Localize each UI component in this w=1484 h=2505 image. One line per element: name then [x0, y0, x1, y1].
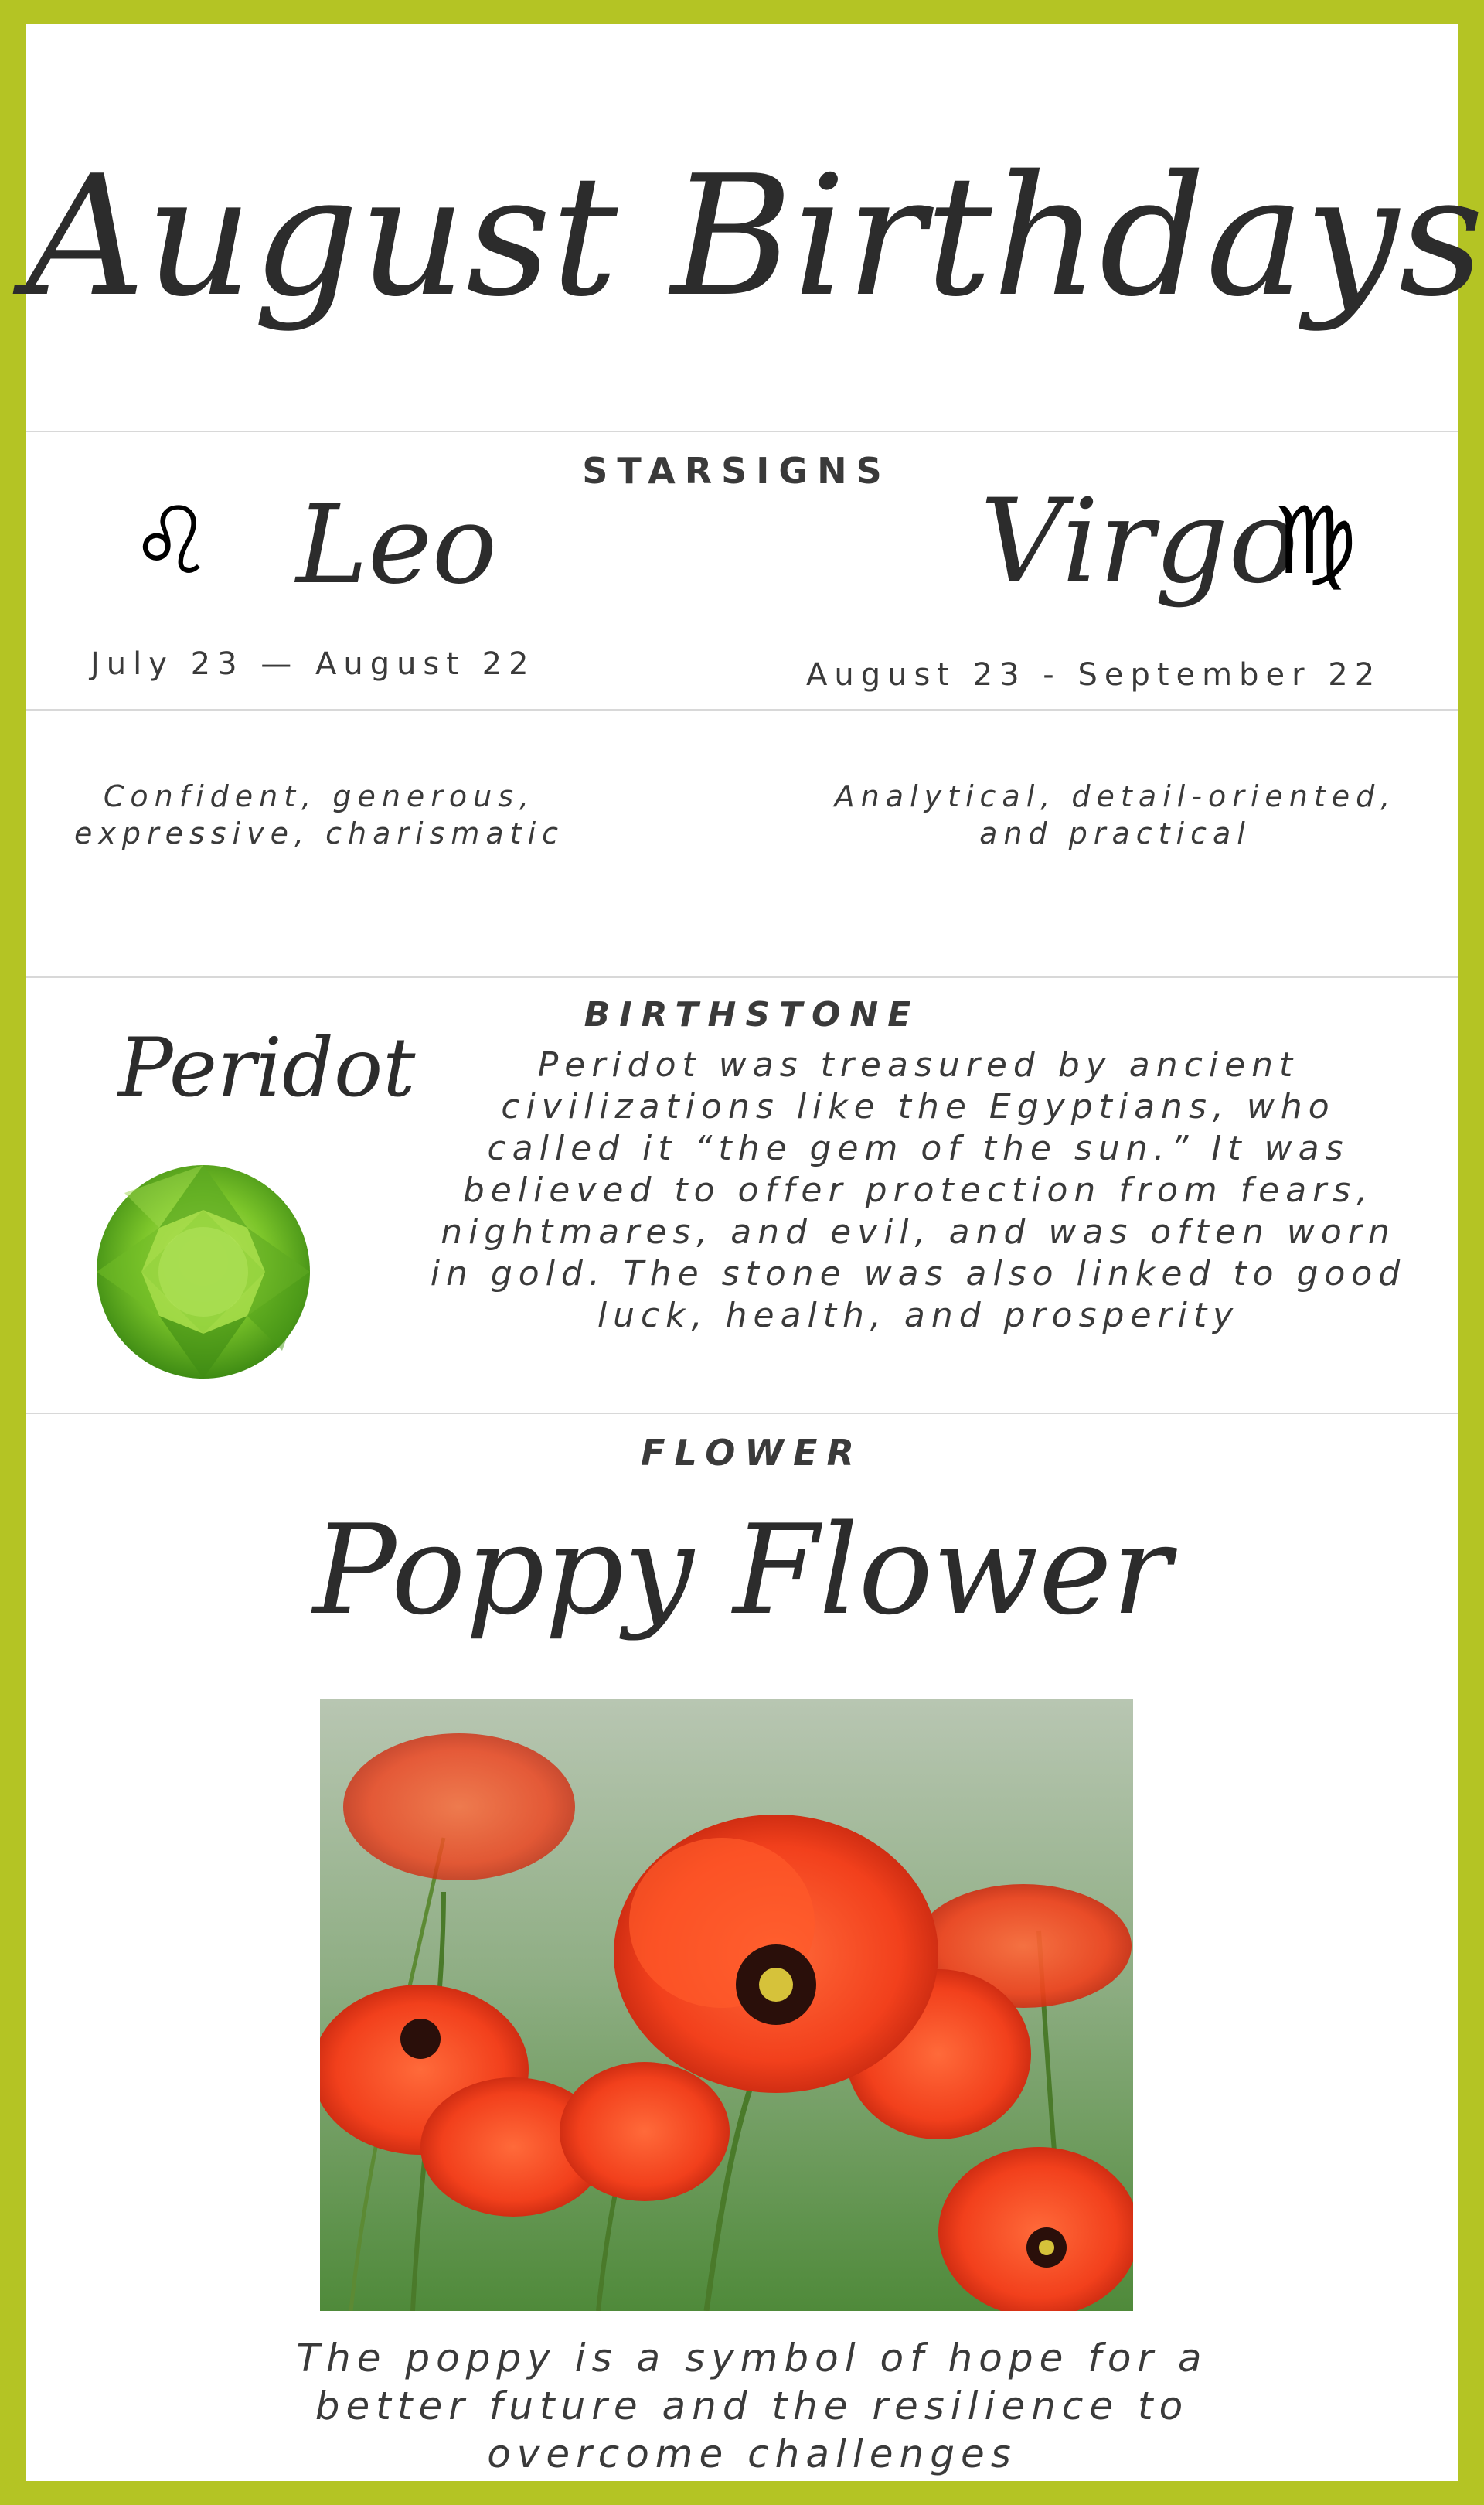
flower-heading: FLOWER: [641, 1432, 863, 1474]
virgo-name: Virgo: [980, 475, 1298, 609]
divider-birthstone: [26, 1413, 1458, 1414]
virgo-symbol-icon: ♍: [1274, 488, 1357, 595]
starsigns-heading: STARSIGNS: [582, 450, 891, 492]
divider-traits: [26, 976, 1458, 978]
birthstone-description: Peridot was treasured by ancient civilizations like the Egyptians, who called it “the gem of the sun.” It was believed to offer protection from fears, nightmares, and evil, and was often worn in gold. The stone was also linked to good luck, health, and prosperity: [430, 1045, 1407, 1335]
divider-starsigns: [26, 709, 1458, 711]
leo-dates: July 23 — August 22: [90, 646, 536, 682]
virgo-traits: Analytical, detail-oriented, and practical: [834, 779, 1397, 850]
leo-symbol-icon: ♌: [130, 488, 213, 595]
virgo-dates: August 23 - September 22: [806, 657, 1382, 693]
flower-description: The poppy is a symbol of hope for a better future and the resilience to overcome challenges: [296, 2336, 1208, 2476]
leo-traits: Confident, generous, expressive, charismatic: [73, 779, 565, 850]
birthstone-heading: BIRTHSTONE: [584, 995, 921, 1034]
flower-name: Poppy Flower: [312, 1498, 1172, 1642]
page-title: August Birthdays: [26, 139, 1484, 333]
birthstone-name: Peridot: [118, 1021, 416, 1115]
content-card: [26, 24, 1484, 2481]
divider-title: [26, 431, 1458, 432]
poppy-photo: [320, 1699, 1133, 2311]
peridot-gem-image: [94, 1162, 313, 1382]
leo-name: Leo: [296, 482, 498, 608]
